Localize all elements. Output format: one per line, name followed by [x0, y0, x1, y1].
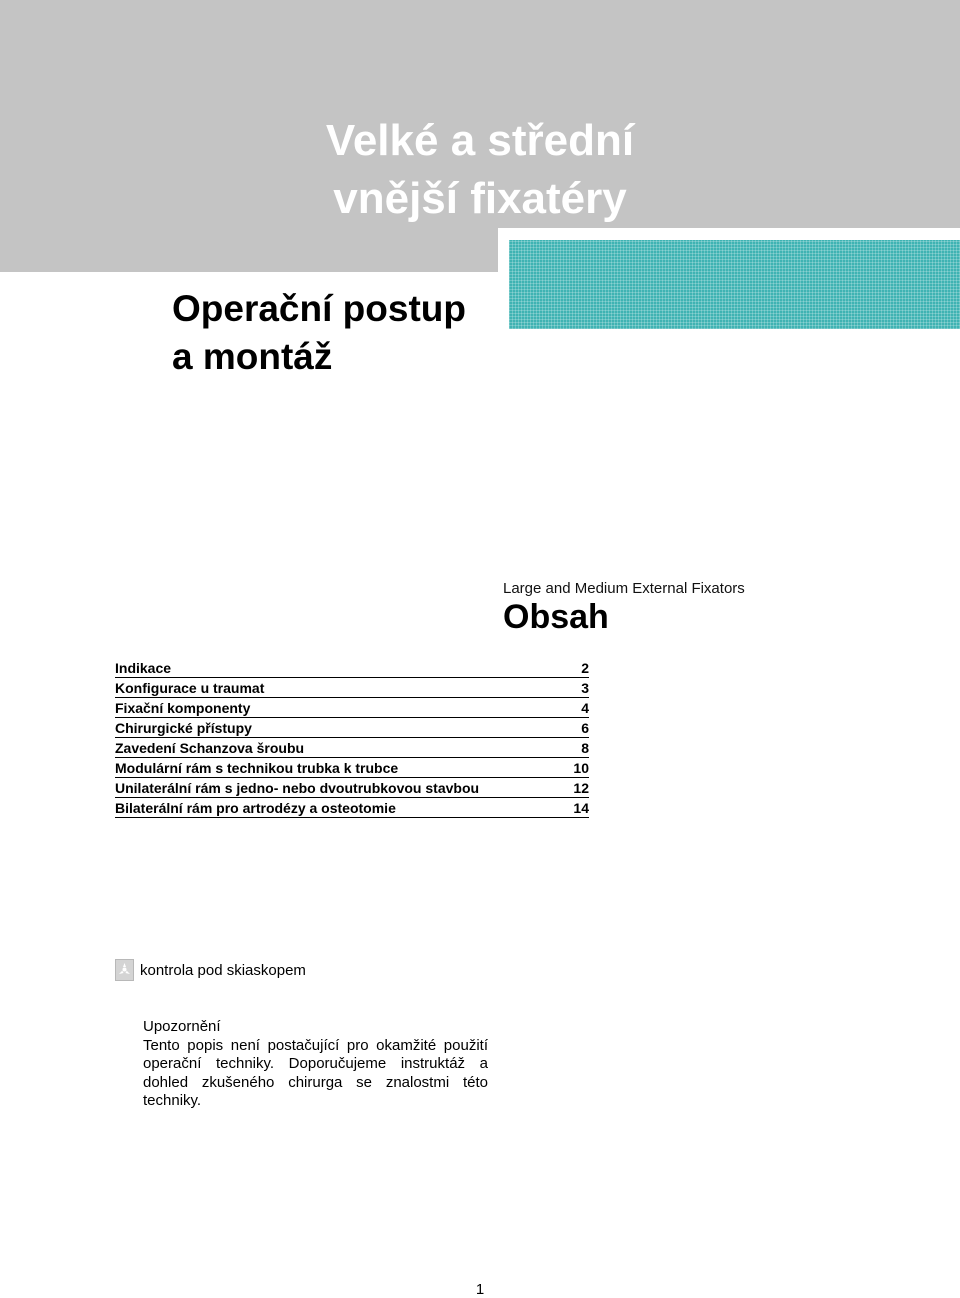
toc-entry-unilateralni-ram[interactable]: [115, 779, 589, 798]
toc-entry-page: 10: [573, 760, 589, 776]
toc-entry-page: 8: [581, 740, 589, 756]
toc-entry-label: Fixační komponenty: [115, 700, 251, 716]
warning-title: Upozornění: [143, 1018, 221, 1035]
warning-note: [143, 1018, 488, 1111]
x-ray-icon: [115, 959, 134, 981]
document-subtitle: [172, 285, 466, 381]
warning-body: Tento popis není postačující pro okamžité použití operační techniky. Doporučujeme instruktáž a dohled zkušeného chirurga se znalostmi této techniky.: [143, 1036, 488, 1109]
toc-entry-indikace[interactable]: [115, 659, 589, 678]
series-label: Large and Medium External Fixators: [503, 580, 745, 597]
toc-entry-label: Unilaterální rám s jedno- nebo dvoutrubkovou stavbou: [115, 780, 480, 796]
toc-entry-page: 2: [581, 660, 589, 676]
accent-block: [509, 240, 960, 329]
toc-entry-chirurgicke-pristupy[interactable]: [115, 719, 589, 738]
toc-entry-page: 14: [573, 800, 589, 816]
toc-entry-label: Bilaterální rám pro artrodézy a osteotomie: [115, 800, 396, 816]
toc-entry-page: 6: [581, 720, 589, 736]
toc-entry-page: 3: [581, 680, 589, 696]
document-subtitle-line-2: a montáž: [172, 336, 333, 377]
toc-entry-fixacni-komponenty[interactable]: [115, 699, 589, 718]
toc-entry-modularni-ram[interactable]: [115, 759, 589, 778]
table-of-contents: [115, 659, 589, 819]
toc-entry-bilateralni-ram[interactable]: [115, 799, 589, 818]
fluoroscopy-legend: [115, 959, 306, 981]
toc-entry-zavedeni-sroubu[interactable]: [115, 739, 589, 758]
toc-entry-label: Indikace: [115, 660, 172, 676]
toc-entry-label: Chirurgické přístupy: [115, 720, 252, 736]
toc-heading: Obsah: [503, 598, 609, 636]
toc-entry-konfigurace[interactable]: [115, 679, 589, 698]
document-title-line-1: Velké a střední: [325, 116, 635, 165]
document-title-line-2: vnější fixatéry: [333, 174, 627, 223]
toc-entry-label: Konfigurace u traumat: [115, 680, 265, 696]
page-number: 1: [475, 1281, 485, 1298]
legend-label: kontrola pod skiaskopem: [140, 961, 306, 979]
toc-entry-label: Modulární rám s technikou trubka k trubce: [115, 760, 399, 776]
toc-entry-page: 12: [573, 780, 589, 796]
toc-entry-page: 4: [581, 700, 589, 716]
document-subtitle-line-1: Operační postup: [172, 288, 466, 329]
document-title: [0, 112, 960, 228]
toc-entry-label: Zavedení Schanzova šroubu: [115, 740, 305, 756]
